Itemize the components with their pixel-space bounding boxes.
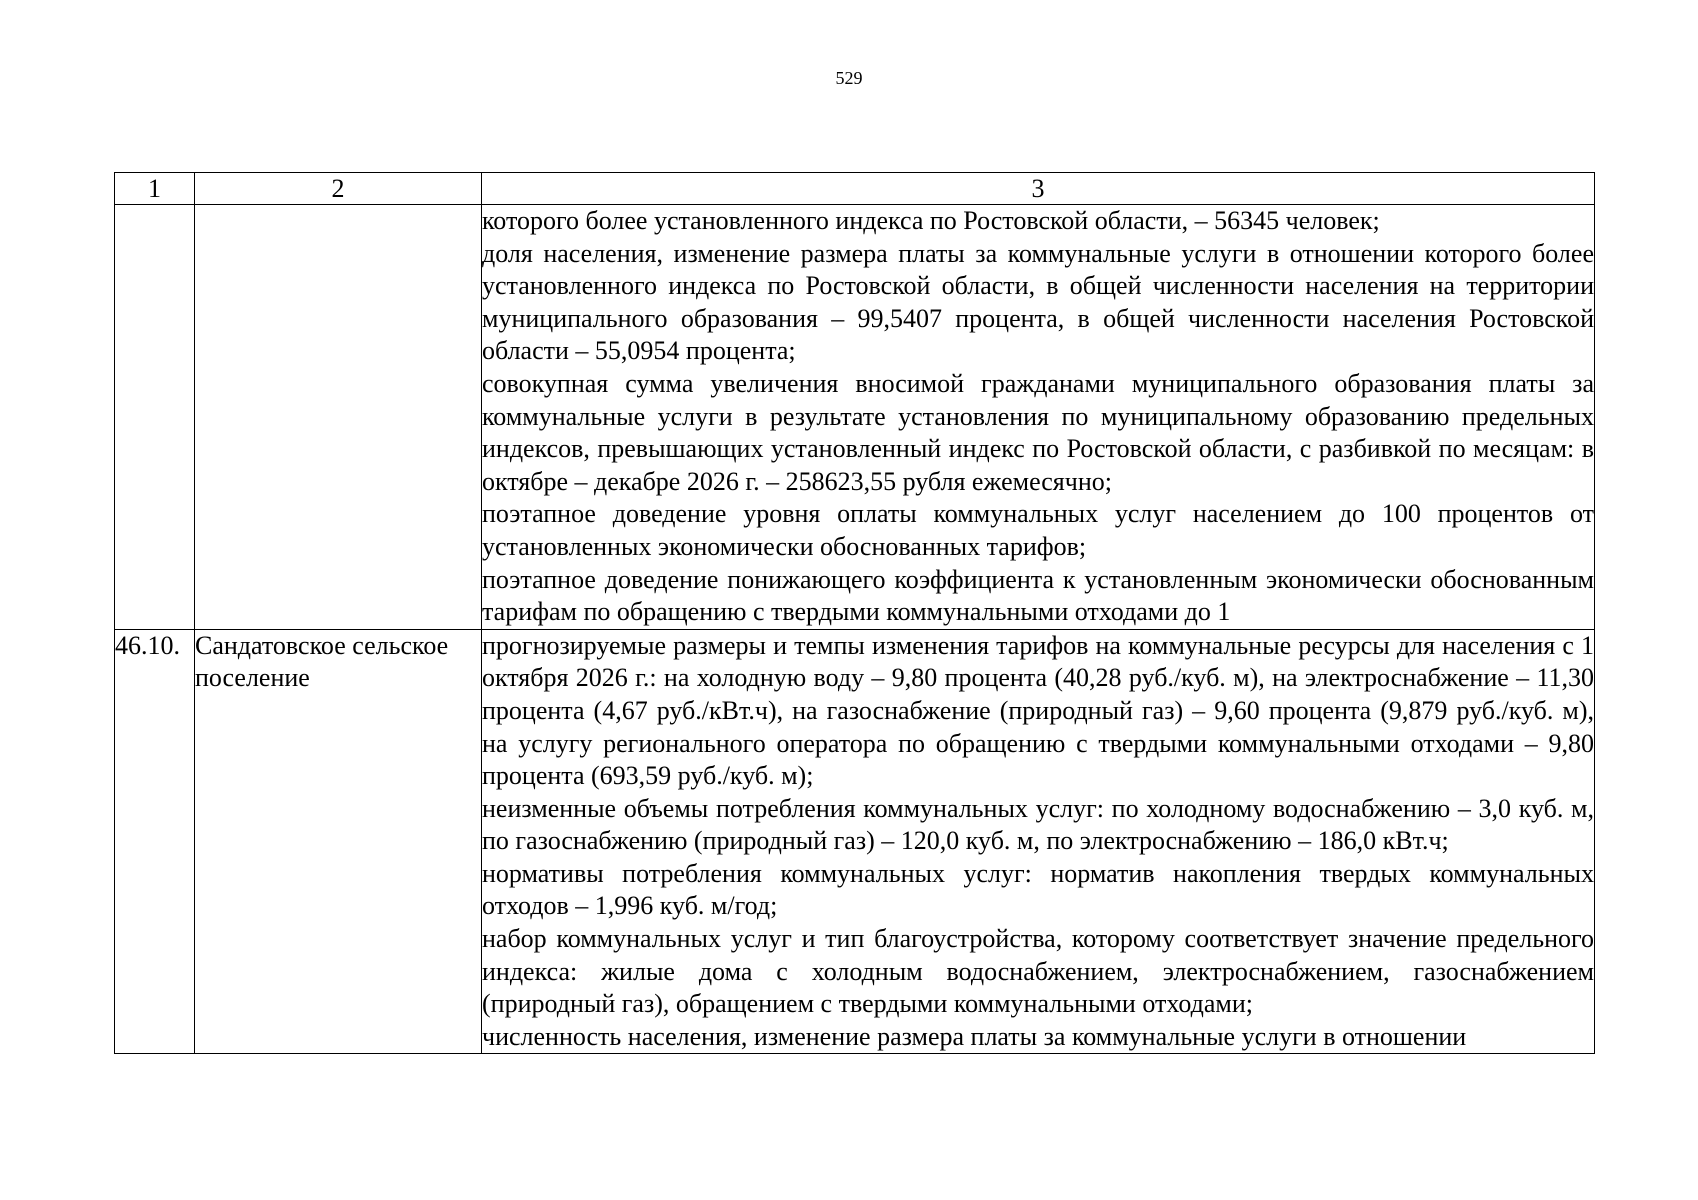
column-header-2: 2 [195,173,482,205]
paragraph: которого более установленного индекса по Ростовской области, – 56345 человек; [482,206,1380,235]
description-cell [482,205,1595,630]
table-row [115,629,1595,1054]
row-number-cell: 46.10. [115,629,195,1054]
table-header-row [115,173,1595,205]
paragraph: поэтапное доведение уровня оплаты коммунальных услуг населением до 100 процентов от установленных экономически обоснованных тарифов; [482,499,1594,561]
paragraph: поэтапное доведение понижающего коэффициента к установленным экономически обоснованным тарифам по обращению с твердыми коммунальными отходами до 1 [482,564,1594,627]
column-header-3: 3 [482,173,1595,205]
paragraph: неизменные объемы потребления коммунальных услуг: по холодному водоснабжению – 3,0 куб. м, по газоснабжению (природный газ) – 120,0 куб. м, по электроснабжению – 186,0 кВт.ч; [482,793,1594,856]
paragraph: набор коммунальных услуг и тип благоустройства, которому соответствует значение предельного индекса: жилые дома с холодным водоснабжением, электроснабжением, газоснабжением (природный газ), обращением с твердыми коммунальными отходами; [482,924,1594,1019]
column-header-1: 1 [115,173,195,205]
paragraph: численность населения, изменение размера платы за коммунальные услуги в отношении [482,1021,1467,1051]
municipality-name-cell: Сандатовское сельское поселение [195,629,482,1054]
document-table [114,172,1595,1054]
paragraph: совокупная сумма увеличения вносимой гражданами муниципального образования платы за коммунальные услуги в результате установления по муниципальному образованию предельных индексов, превышающих установленный индекс по Ростовской области, с разбивкой по месяцам: в октябре – декабре 2026 г. – 258623,55 рубля ежемесячно; [482,368,1594,496]
row-number-cell [115,205,195,630]
municipality-name-cell [195,205,482,630]
paragraph: нормативы потребления коммунальных услуг: норматив накопления твердых коммунальных отходов – 1,996 куб. м/год; [482,858,1594,921]
description-cell [482,629,1595,1054]
page-number: 529 [835,68,863,88]
paragraph: прогнозируемые размеры и темпы изменения тарифов на коммунальные ресурсы для населения с 1 октября 2026 г.: на холодную воду – 9,80 процента (40,28 руб./куб. м), на электроснабжение – 11,30 процента (4,67 руб./кВт.ч), на газоснабжение (природный газ) – 9,60 процента (9,879 руб./куб. м), на услугу регионального оператора по обращению с твердыми коммунальными отходами – 9,80 процента (693,59 руб./куб. м); [482,630,1594,791]
table-row [115,205,1595,630]
paragraph: доля населения, изменение размера платы за коммунальные услуги в отношении которого более установленного индекса по Ростовской области, в общей численности населения на территории муниципального образования – 99,5407 процента, в общей численности населения Ростовской области – 55,0954 процента; [482,238,1594,366]
